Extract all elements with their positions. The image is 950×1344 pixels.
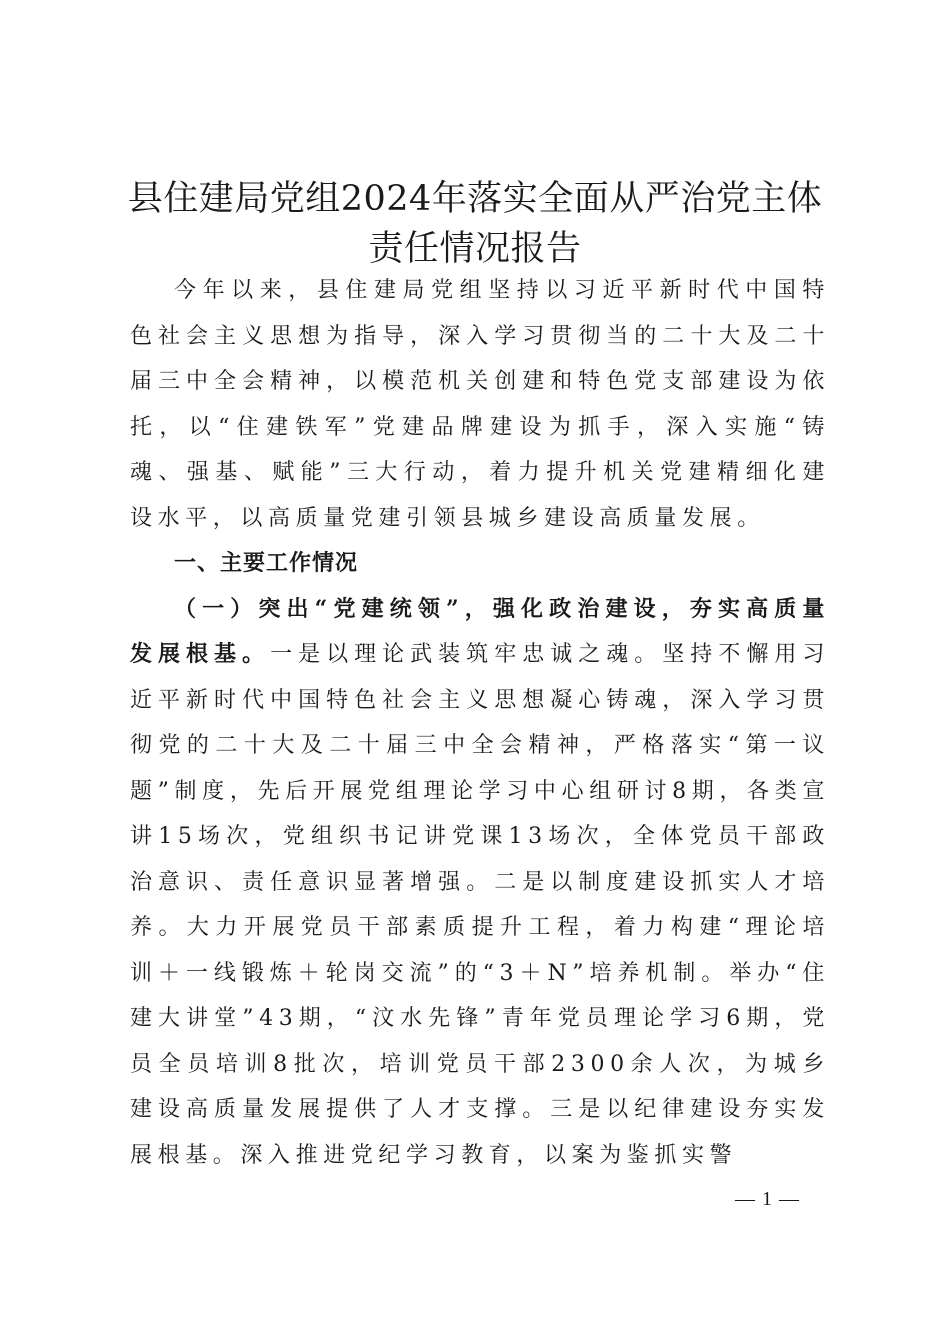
subsection-lead: （一）突出“党建统领”，强化政治建设，夯实高质量发展根基。	[130, 595, 830, 667]
subsection-paragraph-1	[130, 587, 830, 1179]
document-title	[110, 174, 840, 274]
title-line-1: 县住建局党组2024年落实全面从严治党主体	[127, 179, 823, 219]
document-body	[130, 268, 830, 1178]
section-heading-1: 一、主要工作情况	[174, 551, 359, 576]
subsection-body: 一是以理论武装筑牢忠诚之魂。坚持不懈用习近平新时代中国特色社会主义思想凝心铸魂，深入学习贯彻党的二十大及二十届三中全会精神，严格落实“第一议题”制度，先后开展党组理论学习中心组研讨8期，各类宣讲15场次，党组织书记讲党课13场次，全体党员干部政治意识、责任意识显著增强。二是以制度建设抓实人才培养。大力开展党员干部素质提升工程，着力构建“理论培训＋一线锻炼＋轮岗交流”的“3＋N”培养机制。举办“住建大讲堂”43期，“汶水先锋”青年党员理论学习6期，党员全员培训8批次，培训党员干部2300余人次，为城乡建设高质量发展提供了人才支撑。三是以纪律建设夯实发展根基。深入推进党纪学习教育，以案为鉴抓实警	[130, 642, 830, 1168]
title-line-2: 责任情况报告	[368, 229, 582, 269]
intro-paragraph: 今年以来，县住建局党组坚持以习近平新时代中国特色社会主义思想为指导，深入学习贯彻当的二十大及二十届三中全会精神，以模范机关创建和特色党支部建设为依托，以“住建铁军”党建品牌建设为抓手，深入实施“铸魂、强基、赋能”三大行动，着力提升机关党建精细化建设水平，以高质量党建引领县城乡建设高质量发展。	[130, 278, 830, 531]
page-number: — 1 —	[735, 1188, 800, 1210]
